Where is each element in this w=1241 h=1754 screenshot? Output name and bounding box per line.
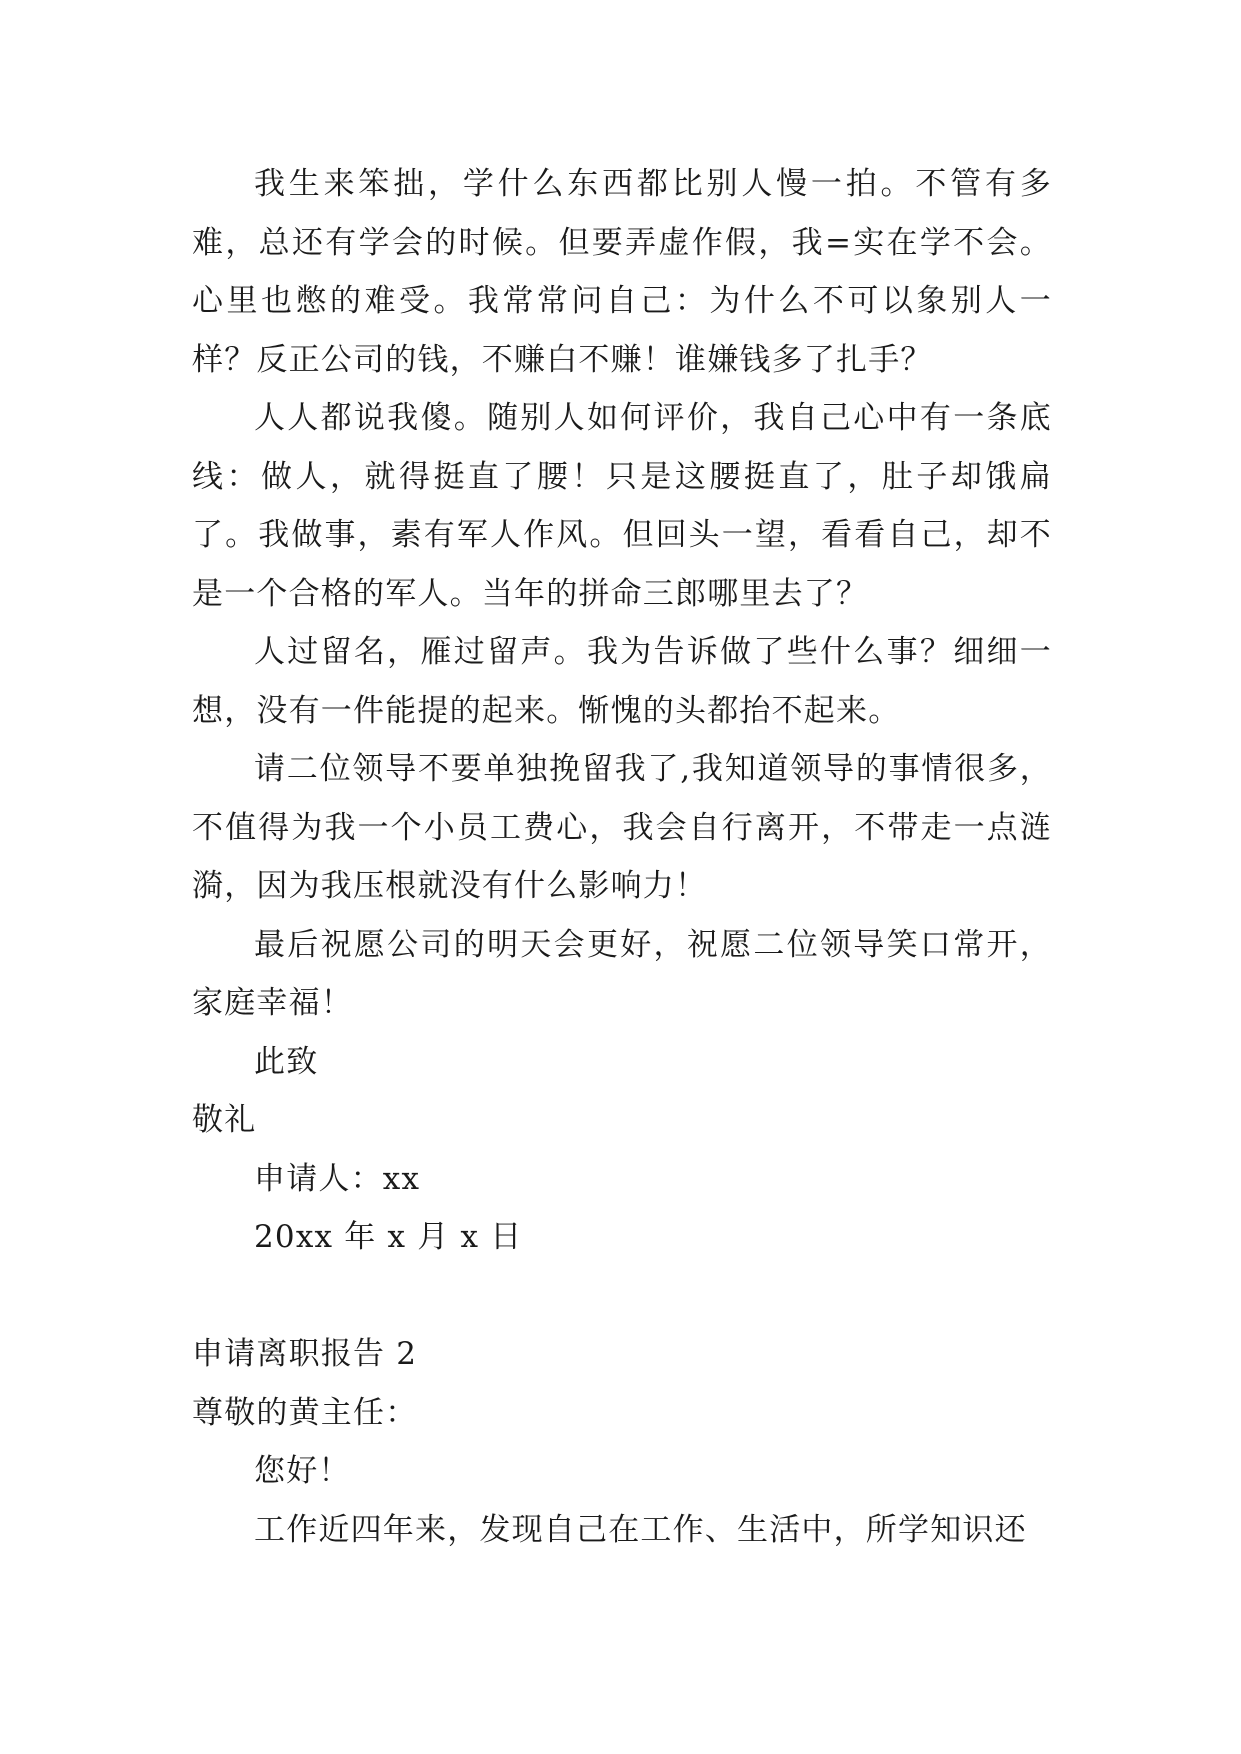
paragraph-leave-name: 人过留名，雁过留声。我为告诉做了些什么事？细细一想，没有一件能提的起来。惭愧的头都抬不起来。 — [192, 634, 1052, 729]
closing-cizhi: 此致 — [254, 1043, 319, 1080]
paragraph-clumsy: 我生来笨拙，学什么东西都比别人慢一拍。不管有多难，总还有学会的时候。但要弄虚作假，我=实在学不会。心里也憋的难受。我常常问自己：为什么不可以象别人一样？反正公司的钱，不赚白不赚！谁嫌钱多了扎手？ — [192, 166, 1052, 378]
closing-jingli: 敬礼 — [192, 1102, 257, 1138]
greeting: 您好！ — [254, 1453, 351, 1489]
date-line: 20xx 年 x 月 x 日 — [254, 1219, 523, 1255]
blank-line — [192, 1267, 1052, 1326]
section-title: 申请离职报告 2 — [192, 1336, 418, 1372]
paragraph-best-wishes: 最后祝愿公司的明天会更好，祝愿二位领导笑口常开，家庭幸福！ — [192, 926, 1052, 1021]
paragraph-bottom-line: 人人都说我傻。随别人如何评价，我自己心中有一条底线：做人，就得挺直了腰！只是这腰挺直了，肚子却饿扁了。我做事，素有军人作风。但回头一望，看看自己，却不是一个合格的军人。当年的拼命三郎哪里去了？ — [192, 400, 1052, 612]
paragraph-work-years: 工作近四年来，发现自己在工作、生活中，所学知识还 — [254, 1511, 1027, 1548]
applicant-line: 申请人：xx — [254, 1160, 421, 1197]
salutation: 尊敬的黄主任： — [192, 1394, 418, 1431]
paragraph-no-retain: 请二位领导不要单独挽留我了,我知道领导的事情很多，不值得为我一个小员工费心，我会自行离开，不带走一点涟漪，因为我压根就没有什么影响力！ — [192, 751, 1052, 904]
document-body — [192, 155, 1052, 1559]
